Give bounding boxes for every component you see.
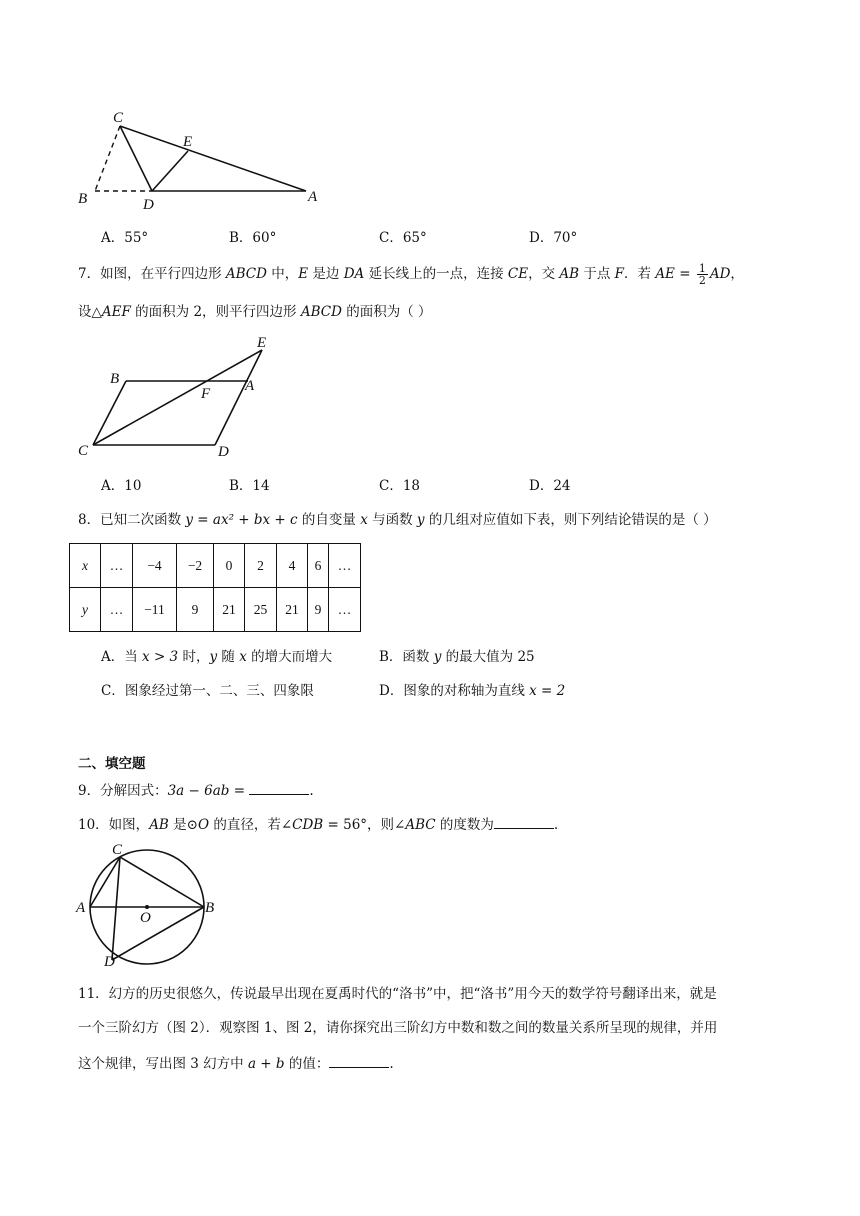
table-cell: …	[329, 544, 361, 588]
q7-option-a[interactable]: A．10	[101, 478, 142, 494]
label-C: C	[113, 110, 124, 126]
q8-value-table	[69, 543, 361, 632]
table-cell: …	[329, 588, 361, 632]
q8-option-c[interactable]: C．图象经过第一、二、三、四象限	[101, 683, 314, 699]
label-B: B	[78, 191, 88, 207]
q6-option-a[interactable]: A．55°	[101, 230, 149, 246]
q11-line2: 一个三阶幻方（图 2）．观察图 1、图 2，请你探究出三阶幻方中数和数之间的数量关系所呈现的规律，并用	[78, 1020, 718, 1036]
table-cell: 21	[277, 588, 308, 632]
label-D: D	[218, 444, 229, 460]
q7-option-d[interactable]: D．24	[529, 478, 571, 494]
q11-line1: 11．幻方的历史很悠久，传说最早出现在夏禹时代的“洛书”中，把“洛书”用今天的数学符号翻译出来，就是	[78, 986, 717, 1002]
label-O: O	[140, 910, 151, 926]
table-cell: y	[70, 588, 101, 632]
q8-option-d[interactable]: D．图象的对称轴为直线 x = 2	[379, 683, 566, 699]
q11-answer-blank[interactable]	[329, 1053, 389, 1068]
table-row-y	[70, 588, 361, 632]
table-cell: 9	[308, 588, 329, 632]
table-cell: 2	[245, 544, 277, 588]
q10-stem: 10．如图，AB 是⊙O 的直径，若∠CDB = 56°，则∠ABC 的度数为 .	[78, 814, 558, 834]
q6-option-d[interactable]: D．70°	[529, 230, 578, 246]
q7-option-b[interactable]: B．14	[229, 478, 270, 494]
table-cell: 0	[214, 544, 245, 588]
q8-option-b[interactable]: B．函数 y 的最大值为 25	[379, 649, 535, 665]
label-A: A	[308, 189, 318, 205]
q8-option-a[interactable]: A．当 x > 3 时，y 随 x 的增大而增大	[101, 649, 333, 665]
label-C: C	[78, 443, 89, 459]
section-heading: 二、填空题	[78, 756, 146, 772]
q7-stem-line2: 设△AEF 的面积为 2，则平行四边形 ABCD 的面积为（ ）	[78, 304, 432, 320]
label-E: E	[183, 134, 193, 150]
table-cell: −2	[177, 544, 214, 588]
table-cell: 21	[214, 588, 245, 632]
table-cell: 4	[277, 544, 308, 588]
q9-answer-blank[interactable]	[249, 780, 309, 795]
label-A: A	[245, 378, 255, 394]
q6-option-c[interactable]: C．65°	[379, 230, 427, 246]
table-cell: …	[101, 544, 133, 588]
label-B: B	[205, 900, 215, 916]
label-F: F	[201, 386, 211, 402]
label-C: C	[112, 842, 123, 858]
label-E: E	[257, 335, 267, 351]
table-cell: x	[70, 544, 101, 588]
q7-stem-line1: 7．如图，在平行四边形 ABCD 中，E 是边 DA 延长线上的一点，连接 CE，交 AB 于点 F．若 AE = $\frac{1}{2}$ AD，	[78, 262, 744, 287]
table-cell: 25	[245, 588, 277, 632]
q10-figure	[72, 838, 222, 973]
q7-option-c[interactable]: C．18	[379, 478, 421, 494]
table-cell: …	[101, 588, 133, 632]
table-cell: −4	[133, 544, 177, 588]
table-cell: 9	[177, 588, 214, 632]
q6-option-b[interactable]: B．60°	[229, 230, 277, 246]
fraction-one-half: $\frac{1}{2}$	[698, 262, 706, 287]
q7-figure	[70, 330, 290, 465]
table-row-x	[70, 544, 361, 588]
label-D: D	[143, 197, 154, 213]
table-cell: 6	[308, 544, 329, 588]
q10-answer-blank[interactable]	[494, 814, 554, 829]
table-cell: −11	[133, 588, 177, 632]
label-A: A	[76, 900, 86, 916]
label-D: D	[104, 954, 115, 970]
q11-line3: 这个规律，写出图 3 幻方中 a + b 的值： .	[78, 1053, 394, 1073]
q9-stem: 9．分解因式：3a − 6ab = .	[78, 780, 314, 800]
q8-stem: 8．已知二次函数 y = ax² + bx + c 的自变量 x 与函数 y 的几组对应值如下表，则下列结论错误的是（ ）	[78, 512, 717, 528]
label-B: B	[110, 371, 120, 387]
q6-figure	[70, 100, 340, 215]
